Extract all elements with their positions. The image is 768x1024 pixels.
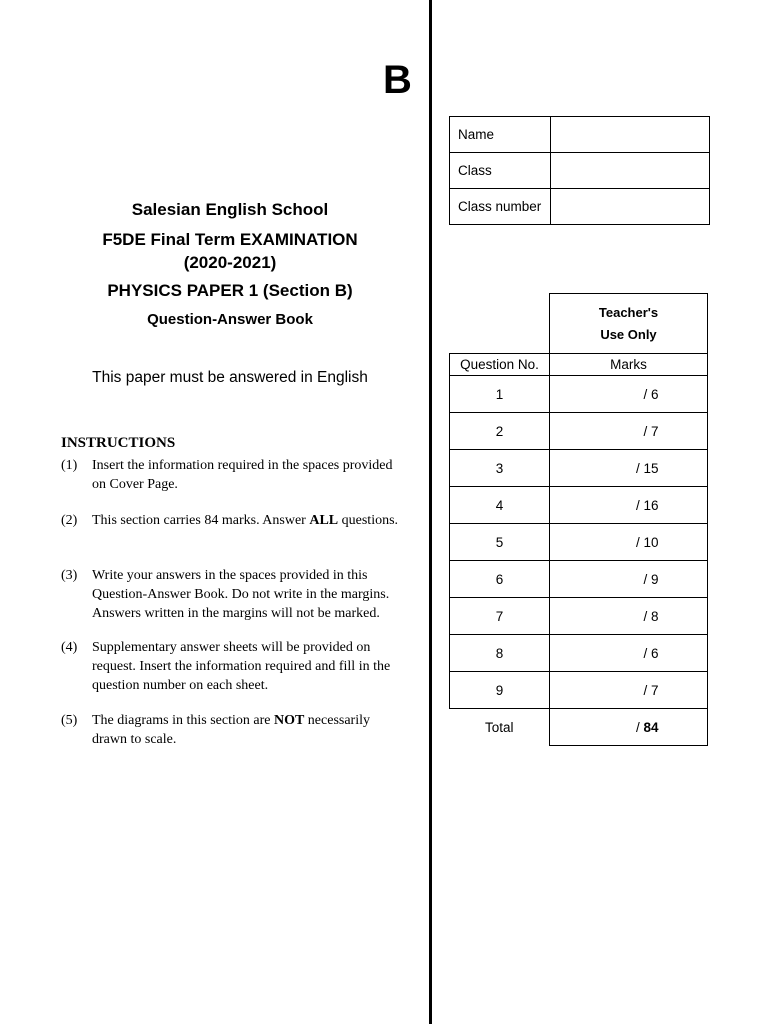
question-number: 1 [450,376,550,413]
marks-table [449,293,708,746]
book-title: Question-Answer Book [147,311,313,328]
marks-cell[interactable] [550,635,708,672]
marks-cell[interactable] [550,487,708,524]
instruction-item [61,456,406,494]
table-row [450,413,708,450]
instruction-number: (2) [61,513,78,528]
school-name: Salesian English School [131,200,329,219]
question-number: 7 [450,598,550,635]
question-number: 6 [450,561,550,598]
marks-value: / 7 [643,682,659,698]
student-info-table [449,116,710,225]
vertical-divider [429,0,432,1024]
class-row [450,153,710,189]
marks-value: / 15 [635,460,659,476]
total-marks-value [599,720,659,735]
teacher-line-2: Use Only [600,326,657,342]
marks-cell[interactable] [550,561,708,598]
exam-year: (2020-2021) [183,253,277,272]
instruction-item [61,638,406,695]
name-row [450,117,710,153]
class-number-row [450,189,710,225]
instruction-number: (3) [61,568,78,583]
instruction-text-part: necessarily drawn to scale. [92,713,370,747]
section-letter: B [383,58,412,102]
instruction-number: (1) [61,458,78,473]
exam-title: F5DE Final Term EXAMINATION [102,230,358,249]
instruction-text-part: This section carries 84 marks. Answer [92,513,310,528]
marks-value: / 6 [643,386,659,402]
instruction-text [92,711,406,749]
total-marks-cell[interactable] [550,709,708,746]
instruction-text: Insert the information required in the spaces provided on Cover Page. [92,458,393,492]
marks-value: / 8 [643,608,659,624]
marks-cell[interactable] [550,598,708,635]
instruction-emphasis: NOT [273,713,305,728]
marks-value: / 10 [635,534,659,550]
language-note: This paper must be answered in English [92,369,368,386]
question-number: 3 [450,450,550,487]
total-value: 84 [643,719,659,735]
total-row [450,709,708,746]
marks-cell[interactable] [550,672,708,709]
instruction-text [92,511,406,530]
instruction-emphasis: ALL [309,513,339,528]
question-number: 4 [450,487,550,524]
marks-value: / 9 [643,571,659,587]
teacher-use-header [550,294,708,354]
instruction-text: Supplementary answer sheets will be provided on request. Insert the information required and fill in the question number on each sheet. [92,640,391,693]
question-number: 2 [450,413,550,450]
table-row [450,635,708,672]
marks-value: / 7 [643,423,659,439]
instruction-text-part: questions. [338,513,399,528]
name-label: Name [450,117,551,153]
marks-cell[interactable] [550,376,708,413]
instruction-number: (5) [61,713,78,728]
total-label: Total [450,709,550,746]
instruction-text-part: The diagrams in this section are [92,713,274,728]
marks-value: / 16 [635,497,659,513]
question-number: 8 [450,635,550,672]
class-field[interactable] [551,153,710,189]
table-row [450,450,708,487]
table-row [450,598,708,635]
marks-header: Marks [550,354,708,376]
marks-cell[interactable] [550,413,708,450]
instruction-item [61,511,406,530]
table-row [450,376,708,413]
instruction-text: Write your answers in the spaces provided in this Question-Answer Book. Do not write in the margins. Answers written in the margins will not be marked. [92,568,390,621]
marks-cell[interactable] [550,524,708,561]
instruction-number: (4) [61,640,78,655]
question-no-header: Question No. [450,354,550,376]
teacher-line-1: Teacher's [598,304,659,320]
column-header-row [450,354,708,376]
table-row [450,672,708,709]
teacher-header-row [450,294,708,354]
table-row [450,524,708,561]
marks-value: / 6 [643,645,659,661]
instruction-item [61,711,406,749]
instruction-item [61,566,406,623]
table-row [450,561,708,598]
paper-title: PHYSICS PAPER 1 (Section B) [107,281,353,300]
marks-cell[interactable] [550,450,708,487]
question-number: 9 [450,672,550,709]
table-row [450,487,708,524]
class-number-label: Class number [450,189,551,225]
blank-cell [450,294,550,354]
instructions-title: INSTRUCTIONS [61,435,176,451]
class-number-field[interactable] [551,189,710,225]
question-number: 5 [450,524,550,561]
class-label: Class [450,153,551,189]
name-field[interactable] [551,117,710,153]
total-slash: / [635,719,644,735]
